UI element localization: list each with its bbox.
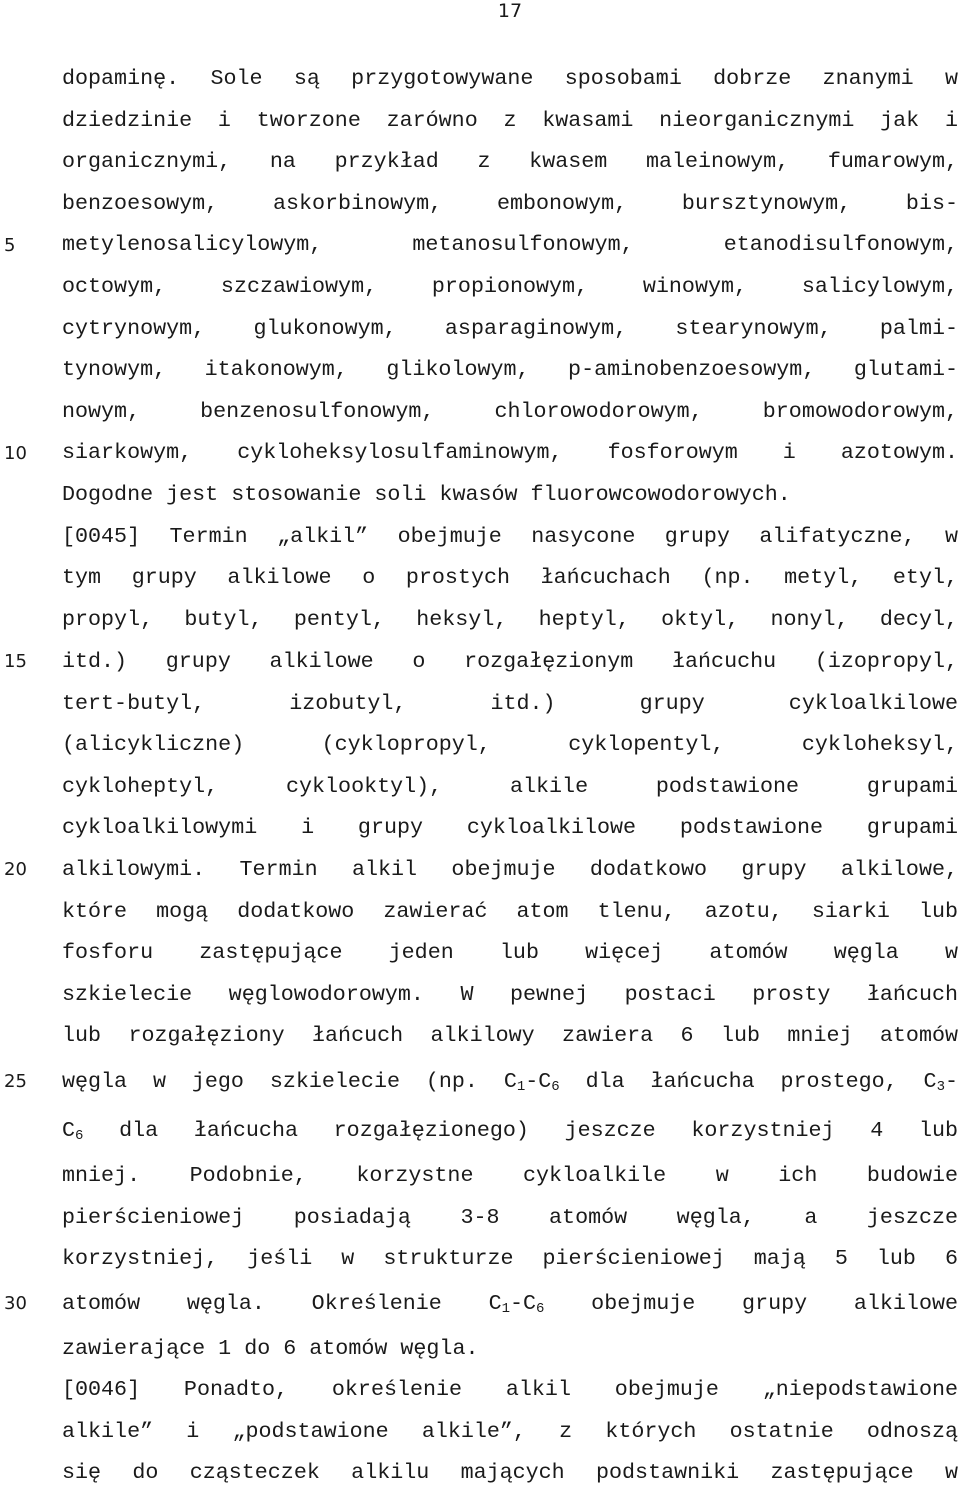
text-span: atomów węgla. Określenie C (62, 1291, 502, 1316)
page-number: 17 (497, 0, 523, 22)
text-line: dopaminę. Sole są przygotowywane sposobami dobrze znanymi w (62, 66, 958, 91)
text-line: cykloheptyl, cyklooktyl), alkile podstawione grupami (62, 774, 958, 799)
text-span: węgla w jego szkielecie (np. C (62, 1069, 517, 1094)
paragraph-0046-first-line: [0046] Ponadto, określenie alkil obejmuje „niepodstawione (62, 1377, 958, 1402)
text-line: tert-butyl, izobutyl, itd.) grupy cykloalkilowe (62, 691, 958, 716)
text-span: C (62, 1118, 76, 1143)
text-span: dla łańcucha prostego, C (559, 1069, 937, 1094)
text-span: - (944, 1069, 958, 1094)
subscript: 1 (501, 1301, 510, 1317)
text-line: Dogodne jest stosowanie soli kwasów fluorowcowodorowych. (62, 482, 791, 507)
text-span: -C (525, 1069, 552, 1094)
text-line: cykloalkilowymi i grupy cykloalkilowe podstawione grupami (62, 815, 958, 840)
text-line: organicznymi, na przykład z kwasem maleinowym, fumarowym, (62, 149, 958, 174)
text-line: tynowym, itakonowym, glikolowym, p-aminobenzoesowym, glutami- (62, 357, 958, 382)
text-line: tym grupy alkilowe o prostych łańcuchach (np. metyl, etyl, (62, 565, 958, 590)
text-line: octowym, szczawiowym, propionowym, winowym, salicylowym, (62, 274, 958, 299)
text-line: benzoesowym, askorbinowym, embonowym, bursztynowym, bis- (62, 191, 958, 216)
line-number-15: 15 (4, 651, 27, 672)
line-number-5: 5 (4, 235, 16, 256)
text-line: lub rozgałęziony łańcuch alkilowy zawiera 6 lub mniej atomów (62, 1023, 958, 1048)
paragraph-0045-first-line: [0045] Termin „alkil” obejmuje nasycone grupy alifatyczne, w (62, 524, 958, 549)
text-span: dla łańcucha rozgałęzionego) jeszcze korzystniej 4 lub (83, 1118, 958, 1143)
formula-line (62, 1114, 958, 1148)
text-line: nowym, benzenosulfonowym, chlorowodorowym, bromowodorowym, (62, 399, 958, 424)
text-line: fosforu zastępujące jeden lub więcej atomów węgla w (62, 940, 958, 965)
line-number-20: 20 (4, 859, 27, 880)
text-line: się do cząsteczek alkilu mających podstawniki zastępujące w (62, 1460, 958, 1485)
text-line: dziedzinie i tworzone zarówno z kwasami nieorganicznymi jak i (62, 108, 958, 133)
line-number-25: 25 (4, 1071, 27, 1092)
subscript: 6 (536, 1301, 545, 1317)
text-span: -C (510, 1291, 537, 1316)
formula-line (62, 1065, 958, 1099)
text-line: metylenosalicylowym, metanosulfonowym, etanodisulfonowym, (62, 232, 958, 257)
text-line: które mogą dodatkowo zawierać atom tlenu, azotu, siarki lub (62, 899, 958, 924)
text-line: alkile” i „podstawione alkile”, z których ostatnie odnoszą (62, 1419, 958, 1444)
subscript: 6 (551, 1079, 560, 1095)
subscript: 1 (516, 1079, 526, 1095)
subscript: 3 (936, 1079, 945, 1095)
text-line: propyl, butyl, pentyl, heksyl, heptyl, oktyl, nonyl, decyl, (62, 607, 958, 632)
line-number-30: 30 (4, 1293, 27, 1314)
text-line: (alicykliczne) (cyklopropyl, cyklopentyl, cykloheksyl, (62, 732, 958, 757)
line-number-10: 10 (4, 443, 27, 464)
text-line: cytrynowym, glukonowym, asparaginowym, stearynowym, palmi- (62, 316, 958, 341)
text-line: siarkowym, cykloheksylosulfaminowym, fosforowym i azotowym. (62, 440, 958, 465)
text-line: korzystniej, jeśli w strukturze pierścieniowej mają 5 lub 6 (62, 1246, 958, 1271)
text-line: zawierające 1 do 6 atomów węgla. (62, 1336, 479, 1361)
text-line: itd.) grupy alkilowe o rozgałęzionym łańcuchu (izopropyl, (62, 649, 958, 674)
text-line: alkilowymi. Termin alkil obejmuje dodatkowo grupy alkilowe, (62, 857, 958, 882)
formula-line (62, 1287, 958, 1321)
text-line: mniej. Podobnie, korzystne cykloalkile w ich budowie (62, 1163, 958, 1188)
text-line: pierścieniowej posiadają 3-8 atomów węgla, a jeszcze (62, 1205, 958, 1230)
subscript: 6 (75, 1128, 84, 1144)
text-line: szkielecie węglowodorowym. W pewnej postaci prosty łańcuch (62, 982, 958, 1007)
text-span: obejmuje grupy alkilowe (544, 1291, 958, 1316)
